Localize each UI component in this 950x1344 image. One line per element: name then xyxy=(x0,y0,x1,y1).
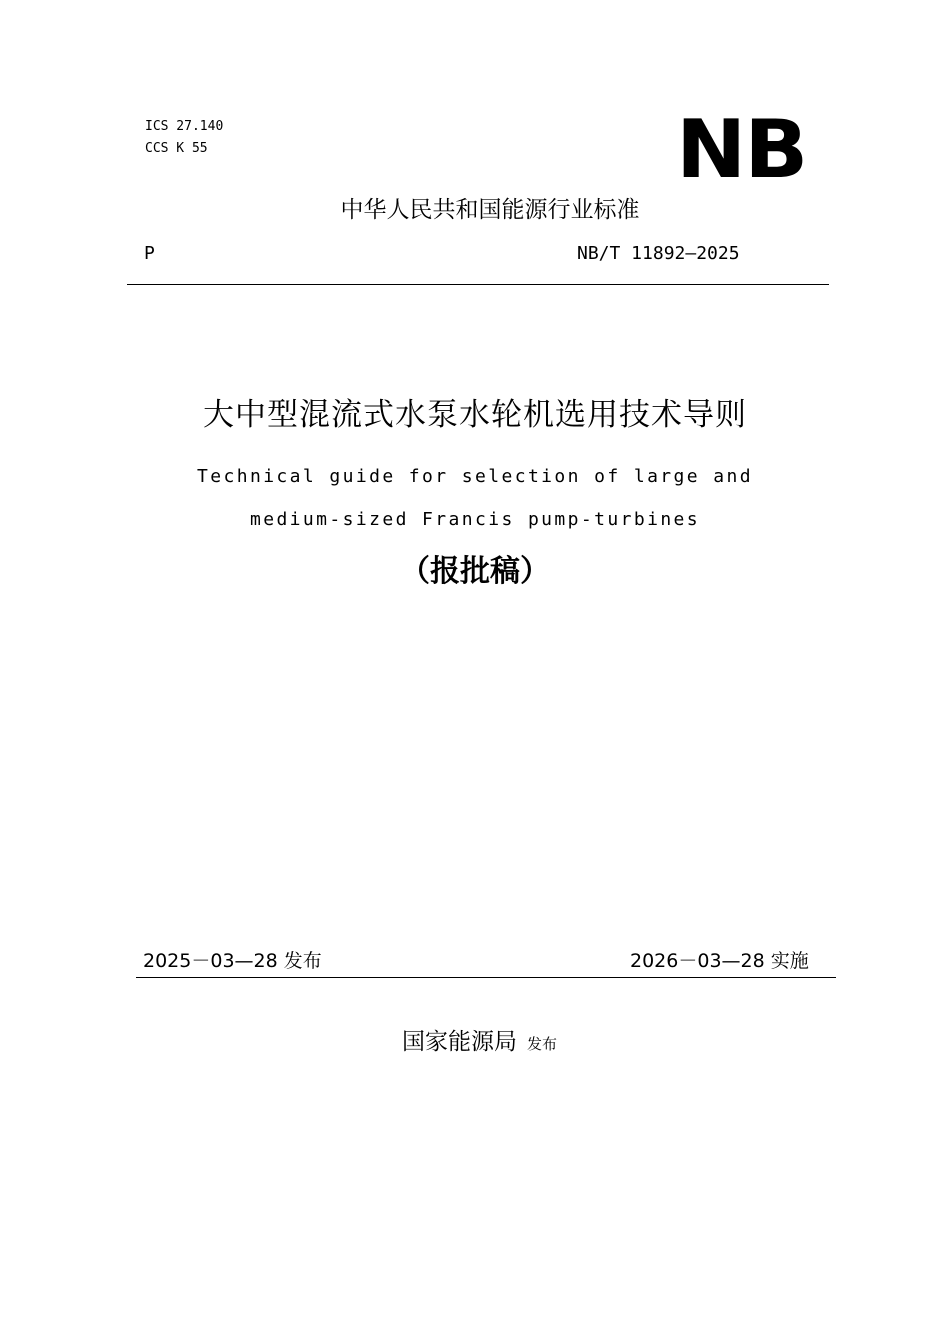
ccs-code: CCS K 55 xyxy=(145,141,208,156)
industry-standard-title: 中华人民共和国能源行业标准 xyxy=(340,197,640,223)
document-title-english-line1: Technical guide for selection of large and xyxy=(197,466,753,487)
ics-code: ICS 27.140 xyxy=(145,119,224,134)
top-divider xyxy=(127,284,829,285)
implementation-date: 2026－03—28 实施 xyxy=(630,950,809,972)
standard-number: NB/T 11892—2025 xyxy=(577,243,740,264)
issue-date: 2025－03—28 发布 xyxy=(143,950,322,972)
nb-logo: NB xyxy=(676,103,807,196)
issuer-suffix: 发布 xyxy=(527,1035,558,1053)
category-code: P xyxy=(144,243,155,264)
document-title-english-line2: medium-sized Francis pump-turbines xyxy=(249,509,701,530)
issuer-name: 国家能源局 xyxy=(402,1029,517,1055)
bottom-divider xyxy=(136,977,836,978)
issuer-block xyxy=(402,1025,557,1061)
draft-status: （报批稿） xyxy=(400,554,550,589)
document-title-chinese: 大中型混流式水泵水轮机选用技术导则 xyxy=(203,397,747,433)
